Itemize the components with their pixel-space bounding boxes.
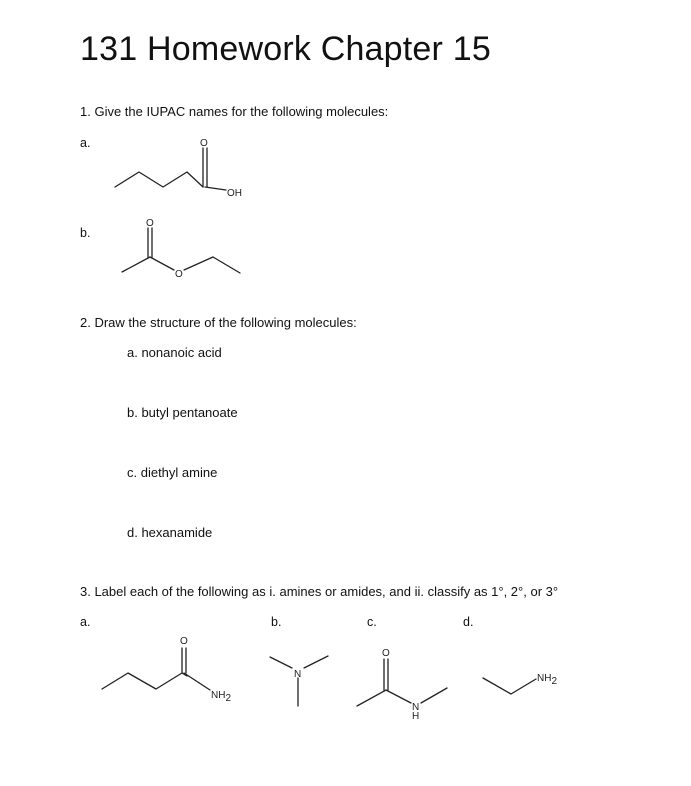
question-2-prompt: 2. Draw the structure of the following molecules: [80, 315, 357, 330]
molecule-3a-oxygen: O [180, 636, 188, 647]
molecule-3c-nitrogen: N [412, 702, 420, 713]
question-2a-item: a. nonanoic acid [127, 345, 222, 360]
molecule-3a-subscript: 2 [225, 693, 232, 704]
question-3d-label: d. [463, 615, 474, 629]
question-2c-item: c. diethyl amine [127, 465, 218, 480]
molecule-1b-carbonyl-oxygen: O [146, 218, 154, 229]
question-3a-label: a. [80, 615, 91, 629]
question-1a-label: a. [80, 136, 91, 150]
molecule-3d-amine-group [537, 673, 557, 687]
molecule-3b-nitrogen: N [294, 669, 302, 680]
question-3c-label: c. [367, 615, 377, 629]
molecule-1b-ester-oxygen: O [175, 269, 183, 280]
molecule-3c-hydrogen: H [412, 711, 420, 722]
question-3b-label: b. [271, 615, 282, 629]
page-title: 131 Homework Chapter 15 [80, 30, 491, 68]
question-1-prompt: 1. Give the IUPAC names for the following molecules: [80, 104, 389, 119]
question-2d-item: d. hexanamide [127, 525, 213, 540]
molecule-3a-nh: NH [211, 690, 226, 701]
question-3-prompt: 3. Label each of the following as i. amines or amides, and ii. classify as 1°, 2°, or 3° [80, 584, 559, 599]
molecule-3c-oxygen: O [382, 648, 390, 659]
molecule-3d-nh: NH [537, 673, 552, 684]
question-1b-label: b. [80, 226, 91, 240]
question-2b-item: b. butyl pentanoate [127, 405, 238, 420]
molecule-3d-subscript: 2 [551, 676, 558, 687]
molecule-1a-oxygen: O [200, 138, 208, 149]
molecule-1a-hydroxyl: OH [227, 188, 242, 199]
